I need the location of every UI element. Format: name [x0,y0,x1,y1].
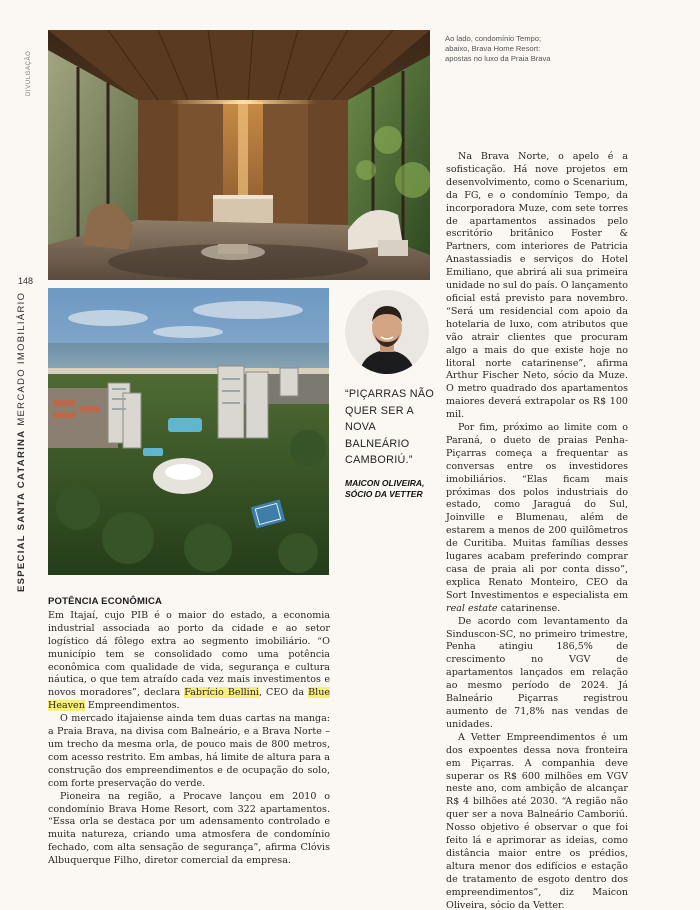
section-label-regular: MERCADO IMOBILIÁRIO [16,291,27,430]
pull-quote-author: MAICON OLIVEIRA, SÓCIO DA VETTER [345,478,425,499]
section-label [16,291,30,592]
section-heading: POTÊNCIA ECONÔMICA [48,596,163,607]
page-number: 148 [18,276,34,286]
article-column-left [48,596,330,868]
italic-term: real estate [446,602,498,614]
photo-credit-text: DIVULGAÇÃO [26,50,32,96]
paragraph-3: Pioneira na região, a Procave lançou em 2010 o condomínio Brava Home Resort, com 322 apartamentos. “Essa orla se destaca por um adensamento controlado e muita natureza, criando uma atmosfera de condomínio fechado, com alta sensação de segurança”, afirma Clóvis Albuquerque Filho, diretor comercial da empresa. [48,790,330,867]
section-label-bold: ESPECIAL SANTA CATARINA [16,429,27,592]
highlighted-name: Fabrício Bellini [184,687,259,699]
paragraph-5: Por fim, próximo ao limite com o Paraná, o dueto de praias Penha-Piçarras começa a frequentar as conversas entre os investidores imobiliários. “Elas ficam mais próximas dos polos industriais do estado, como Jaraguá do Sul, Joinville e Blumenau, além de estarem a menos de 200 quilômetros de Curitiba. Muitas famílias desses lugares acabam preferindo comprar casa de praia ali por conta disso”, explica Renato Monteiro, CEO da Sort Investimentos e especialista em real estate catarinense. [446,422,628,614]
paragraph-7: A Vetter Empreendimentos é um dos expoentes dessa nova fronteira em Piçarras. A companhia deve superar os R$ 600 milhões em VGV neste ano, com ambição de alcançar R$ 4 bilhões até 2030. “A região não quer ser a nova Balneário Camboriú. Nosso objetivo é observar o que foi feito lá e aprimorar as ideias, como distância maior entre os prédios, altura menor dos edifícios e estação de tratamento de esgoto dentro dos empreendimentos”, diz Maicon Oliveira, sócio da Vetter. [446,731,628,910]
paragraph-1: Em Itajaí, cujo PIB é o maior do estado, a economia industrial associada ao porto da cidade e ao setor logístico dá fôlego extra ao segmento imobiliário. “O município tem se consolidado como uma potência econômica com qualidade de vida, segurança e cultura náutica, o que tem atraído cada vez mais investimentos e novos moradores”, declara Fabrício Bellini, CEO da Blue Heaven Empreendimentos. [48,609,331,712]
photo-caption: Ao lado, condomínio Tempo; abaixo, Brava Home Resort: apostas no luxo da Praia Brava [445,34,551,64]
paragraph-2: O mercado itajaiense ainda tem duas cartas na manga: a Praia Brava, na divisa com Balneário, e a Brava Norte – um trecho da mesma orla, de pouco mais de 800 metros, com acesso restrito. Em ambas, há limite de altura para a construção dos empreendimentos e de ocupação do solo, com forte preservação do verde. [48,713,330,789]
photo-credit [26,36,36,96]
paragraph-4: Na Brava Norte, o apelo é a sofisticação. Há nove projetos em desenvolvimento, como o Scenarium, da FG, e o condomínio Tempo, da incorporadora Muze, com sete torres de apartamentos assinados pelo escritório britânico Foster & Partners, com interiores de Patricia Anastassiadis e serviços do Hotel Emiliano, que abrirá ali sua primeira unidade no sul do país. O lançamento oficial está previsto para novembro. “Será um residencial com apoio da hotelaria de luxo, com atributos que vão atrair clientes que procuram algo a mais do que existe hoje no litoral norte catarinense”, afirma Arthur Fischer Neto, sócio da Muze. O metro quadrado dos apartamentos maiores deverá extrapolar os R$ 100 mil. [446,151,628,421]
highlighted-company: Blue Heaven [48,687,331,712]
article-column-right [446,151,628,910]
maicon-oliveira-portrait [345,290,429,374]
aerial-photo [48,288,329,575]
paragraph-6: De acordo com levantamento da Sinduscon-SC, no primeiro trimestre, Penha atingiu 186,5% de crescimento no VGV de apartamentos lançados em relação ao mesmo período de 2024. Já Balneário Piçarras registrou aumento de 71,8% nas vendas de unidades. [446,615,628,730]
lobby-photo [48,30,430,280]
pull-quote: “PIÇARRAS NÃO QUER SER A NOVA BALNEÁRIO CAMBORIÚ.” [345,388,435,466]
